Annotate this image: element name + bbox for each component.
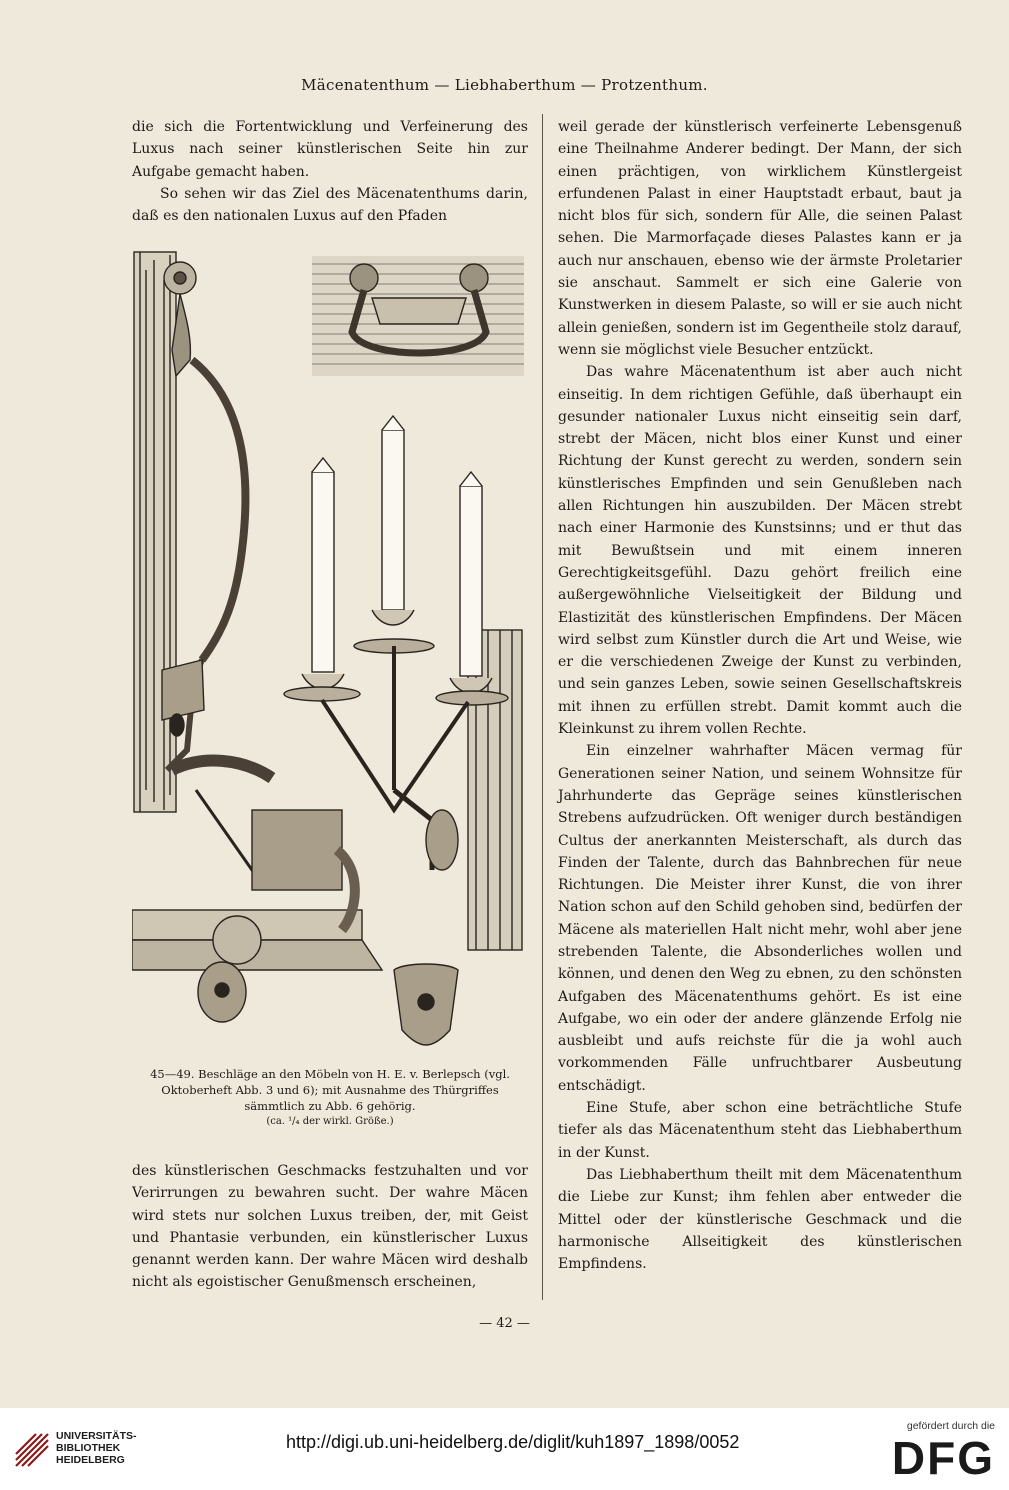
left-column-bottom: [132, 1160, 528, 1294]
university-seal-icon: [12, 1430, 52, 1470]
library-name-line: BIBLIOTHEK: [56, 1442, 121, 1454]
library-name-line: UNIVERSITÄTS-: [56, 1430, 137, 1442]
running-header: Mäcenatenthum — Liebhaberthum — Protzenthum.: [301, 76, 708, 94]
page-number: — 42 —: [479, 1316, 530, 1331]
paragraph: des künstlerischen Geschmacks festzuhalten und vor Verirrungen zu bewahren sucht. Der wahre Mäcen wird stets nur solchen Luxus treiben, der, mit Geist und Phantasie verbunden, ein künstlerischer Luxus genannt werden kann. Der wahre Mäcen wird deshalb nicht als egoistischer Genußmensch erscheinen,: [132, 1163, 528, 1291]
source-url-link[interactable]: http://digi.ub.uni-heidelberg.de/diglit/kuh1897_1898/0052: [286, 1432, 740, 1452]
footer-bar: [0, 1408, 1009, 1490]
paragraph: Ein einzelner wahrhafter Mäcen vermag für Generationen seiner Nation, und seinem Wohnsitze für Jahrhunderte das Gepräge seines künstlerischen Strebens aufzudrücken. Oft weniger durch beständigen Cultus der anerkannten Meisterschaft, als durch das Finden der Talente, durch das Bahnbrechen für neue Richtungen. Die Meister ihrer Kunst, die von ihrer Nation schon auf den Schild gehoben sind, bedürfen der Mäcene als materiellen Halt nicht mehr, wohl aber jene strebenden Talente, die Absonderliches wollen und können, und denen den Weg zu ebnen, zu den schönsten Aufgaben des Mäcenatenthums gehört. Es ist eine Aufgabe, wo ein oder der andere glänzende Erfolg nie ausbleibt und aufs reichste für die ja wohl auch vorkommenden Fälle unfruchtbarer Ausbeutung entschädigt.: [558, 743, 962, 1094]
university-library-name: [56, 1430, 137, 1466]
paragraph: Das wahre Mäcenatenthum ist aber auch nicht einseitig. In dem richtigen Gefühle, daß überhaupt ein gesunder nationaler Luxus nicht einseitig sein darf, strebt der Mäcen, nicht blos einer Kunst und einer Richtung der Kunst gerecht zu werden, sondern sein künstlerisches Empfinden und sein Genußleben nach allen Richtungen hin auszubilden. Der Mäcen strebt nach einer Harmonie des Kunstsinns; und er thut das mit Bewußtsein und mit einem inneren Gerechtigkeitsgefühl. Dazu gehört freilich eine außergewöhnliche Vielseitigkeit der Bildung und Elastizität des künstlerischen Empfindens. Der Mäcen wird selbst zum Künstler durch die Art und Weise, wie er die verschiedenen Zweige der Kunst zu verbinden, und sein ganzes Leben, sowie seinen Gesellschaftskreis mit ihnen zu erfüllen strebt. Damit kommt auch die Kleinkunst zu ihrem vollen Rechte.: [558, 364, 962, 738]
column-divider: [542, 114, 543, 1300]
paragraph: weil gerade der künstlerisch verfeinerte Lebensgenuß eine Theilnahme Anderer bedingt. Der Mann, der sich einen prächtigen, von wirklichem Künstlergeist erfundenen Palast in einer Hauptstadt erbaut, baut ja nicht blos für sich, sondern für Alle, die seinen Palast sehen. Die Marmorfaçade dieses Palastes kann er ja auch nur anschauen, ebenso wie der ärmste Proletarier sie anschaut. Sammelt er sich eine Galerie von Kunstwerken in diesem Palaste, so will er sie auch nicht allein genießen, sondern ist im Gegentheile stolz darauf, wenn sie möglichst viele Besucher entzückt.: [558, 119, 962, 358]
paragraph: So sehen wir das Ziel des Mäcenatenthums darin, daß es den nationalen Luxus auf den Pfaden: [132, 185, 528, 225]
right-column: [558, 116, 962, 1275]
caption-note: (ca. ¹/₄ der wirkl. Größe.): [266, 1116, 394, 1127]
dfg-logo: DFG: [891, 1432, 995, 1484]
figure-caption: [132, 1066, 528, 1130]
paragraph: die sich die Fortentwicklung und Verfeinerung des Luxus nach seiner künstlerischen Seite hin zur Aufgabe gemacht haben.: [132, 119, 528, 180]
paragraph: Eine Stufe, aber schon eine beträchtliche Stufe tiefer als das Mäcenatenthum steht das Liebhaberthum in der Kunst.: [558, 1100, 962, 1161]
left-column-top: [132, 116, 528, 227]
caption-text: 45—49. Beschläge an den Möbeln von H. E. v. Berlepsch (vgl. Oktoberheft Abb. 3 und 6); mit Ausnahme des Thürgriffes sämmtlich zu Abb. 6 gehörig.: [150, 1067, 510, 1113]
funding-note: gefördert durch die: [906, 1420, 995, 1432]
engraving-illustration: [132, 250, 528, 1056]
illustration-fittings: [132, 250, 528, 1056]
library-name-line: HEIDELBERG: [56, 1454, 125, 1466]
paragraph: Das Liebhaberthum theilt mit dem Mäcenatenthum die Liebe zur Kunst; ihm fehlen aber entweder die Mittel oder der künstlerische Geschmack und die harmonische Allseitigkeit des künstlerischen Empfindens.: [558, 1166, 962, 1273]
